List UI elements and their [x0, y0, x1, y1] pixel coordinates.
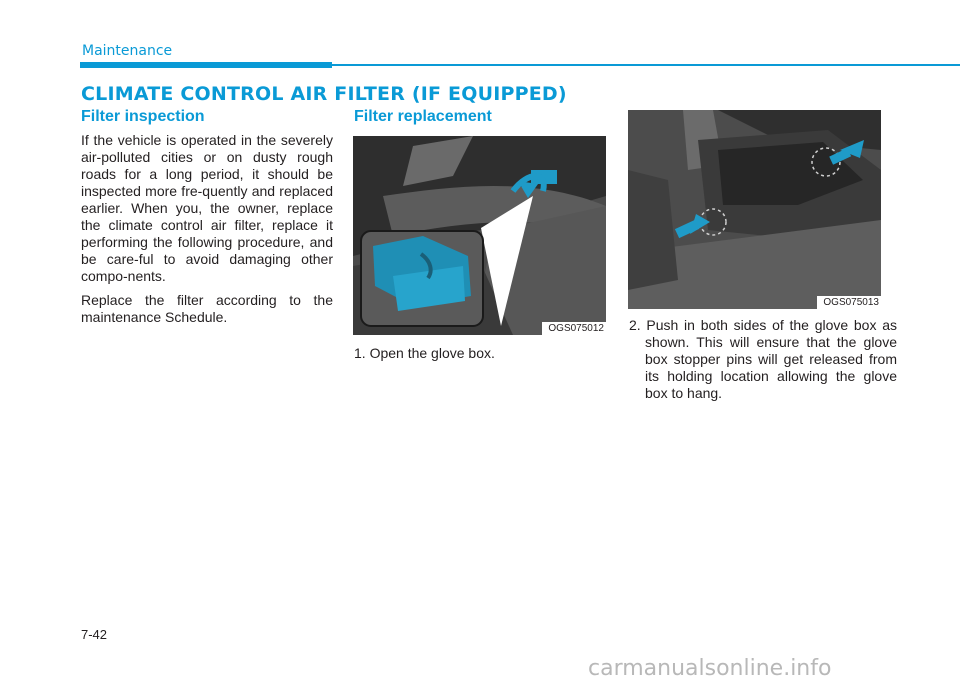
inspection-paragraph-2: Replace the filter according to the maintenance Schedule.	[81, 292, 333, 325]
glove-box-open-photo	[353, 136, 606, 335]
figure-code-2: OGS075013	[817, 296, 881, 309]
section-divider-accent	[80, 62, 332, 68]
filter-inspection-text	[81, 132, 333, 333]
filter-inspection-heading: Filter inspection	[81, 108, 205, 125]
filter-replacement-heading: Filter replacement	[354, 108, 492, 125]
inspection-paragraph-1: If the vehicle is operated in the severely air-polluted cities or on dusty rough roads for a long period, it should be inspected more fre-quently and replaced earlier. When you, the owner, replace the climate control air filter, replace it performing the following procedure, and be care-ful to avoid damaging other compo-nents.	[81, 132, 333, 284]
watermark: carmanualsonline.info	[588, 656, 832, 681]
page-title: CLIMATE CONTROL AIR FILTER (IF EQUIPPED)	[81, 83, 567, 105]
step-2-text: 2. Push in both sides of the glove box as shown. This will ensure that the glove box stopper pins will get released from its holding location allowing the glove box to hang.	[629, 317, 897, 401]
section-label: Maintenance	[82, 43, 173, 59]
glove-box-sides-photo	[628, 110, 881, 309]
page-number: 7-42	[81, 627, 108, 642]
figure-code-1: OGS075012	[542, 322, 606, 335]
step-1-text: 1. Open the glove box.	[354, 345, 495, 361]
section-divider-line	[332, 64, 960, 66]
